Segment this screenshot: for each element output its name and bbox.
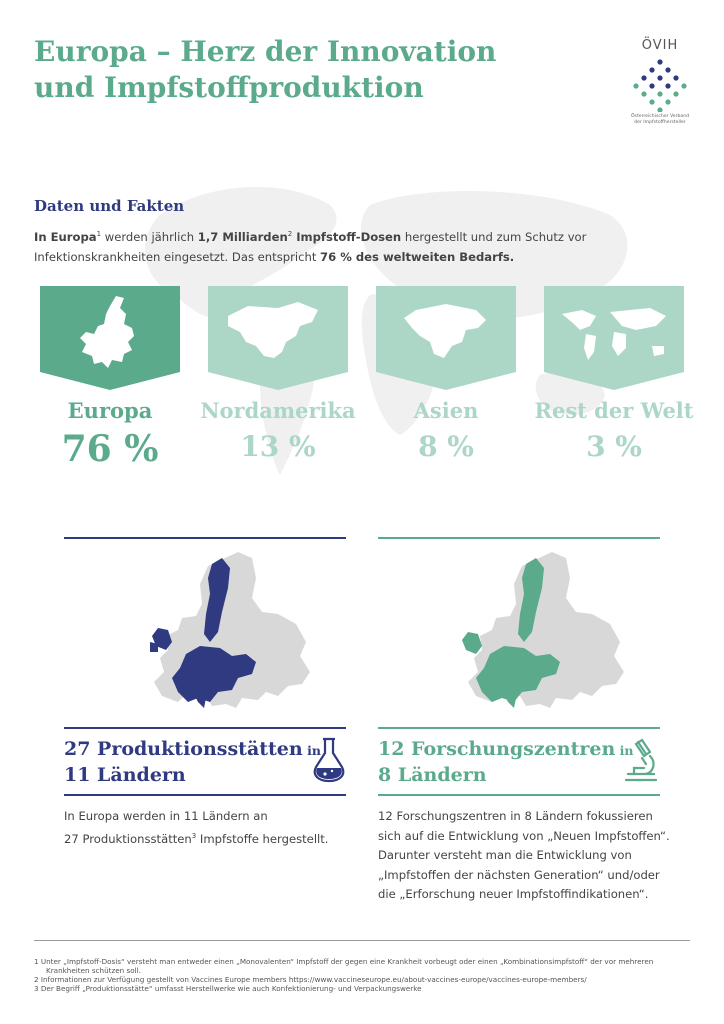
research-text-line-5: die „Erforschung neuer Impfstoffindikationen“. [378,887,649,901]
ovih-logo [620,38,700,128]
research-text-line-3: Darunter versteht man die Entwicklung von [378,848,632,862]
logo-name: ÖVIH [641,38,679,53]
intro-paragraph [34,224,694,267]
research-title-small: in [615,743,634,758]
region-label-europa: Europa [67,398,153,423]
production-text-line-1: In Europa werden in 11 Ländern an [64,809,268,823]
research-text-line-4: „Impfstoffen der nächsten Generation“ und/oder [378,867,660,882]
intro-bold-amount: 1,7 Milliarden [197,229,288,244]
region-percent-europa: 76 % [61,428,159,470]
production-title-main: 27 Produktionsstätten [64,738,303,760]
region-label-nordamerika: Nordamerika [200,398,356,423]
footnotes [34,957,694,993]
research-text-line-2: sich auf die Entwicklung von „Neuen Impfstoffen“. [378,828,670,843]
section-heading: Daten und Fakten [34,197,185,215]
intro-bold-doses: Impfstoff-Dosen [292,229,402,244]
region-percent-nordamerika: 13 % [240,430,316,463]
production-text-line-2 [64,827,344,849]
footnote-ref-3: 3 [191,831,197,840]
region-label-rest-der-welt: Rest der Welt [534,398,694,423]
production-mid-rule [64,727,346,729]
region-card-asien [376,286,516,390]
research-mid-rule [378,727,660,729]
logo-subtitle-line-1: Österreichischer Verband [630,114,690,119]
title-line-1: Europa – Herz der Innovation [34,35,497,68]
footnote-divider [34,940,690,941]
intro-text-2: hergestellt und zum Schutz vor Infektionskrankheiten eingesetzt. Das entspricht [34,229,587,264]
asia-map-icon [376,286,516,390]
research-text-line-1: 12 Forschungszentren in 8 Ländern fokussieren [378,809,653,823]
research-bottom-rule [378,794,660,796]
region-percent-asien: 8 % [418,430,474,463]
intro-text-1: werden jährlich [101,229,198,244]
production-top-rule [64,537,346,539]
production-bottom-rule [64,794,346,796]
research-europe-map [442,550,662,720]
logo-subtitle-line-2: der Impfstoffhersteller [634,120,686,125]
logo-subtitle [620,114,700,126]
world-map-icon [544,286,684,390]
research-top-rule [378,537,660,539]
region-card-nordamerika [208,286,348,390]
footnote-3: 3 Der Begriff „Produktionsstätte“ umfasst Herstellwerke wie auch Konfektionierung- und Verpackungswerke [34,984,422,993]
research-title [378,737,634,788]
intro-bold-share: 76 % des weltweiten Bedarfs. [320,249,515,264]
production-text-line-2b: Impfstoffe hergestellt. [196,831,329,846]
microscope-icon [624,738,658,782]
intro-bold-europa: In Europa [34,229,97,244]
research-text [378,807,678,905]
footnote-ref-1: 1 [96,230,102,238]
production-text [64,807,344,849]
page-title [34,34,554,106]
production-text-line-2a: 27 Produktionsstätten [64,831,192,846]
production-title-small: in [302,743,321,758]
logo-dots-icon [630,56,690,112]
flask-icon [312,737,346,783]
footnote-ref-2: 2 [287,230,293,238]
region-card-rest-der-welt [544,286,684,390]
footnote-2: 2 Informationen zur Verfügung gestellt von Vaccines Europe members https://www.vaccineseurope.eu/about-vaccines-europe/vaccines-europe-members/ [34,975,587,984]
research-title-second-line: 8 Ländern [378,764,487,786]
production-title [64,737,321,788]
region-card-europa [40,286,180,390]
footnote-1: 1 Unter „Impfstoff-Dosis“ versteht man entweder einen „Monovalenten“ Impfstoff der gegen eine Krankheit vorbeugt oder einen „Kombinationsimpfstoff“ der vor mehreren Krankheiten schützen soll. [34,957,654,975]
title-line-2: und Impfstoffproduktion [34,71,424,104]
research-title-main: 12 Forschungszentren [378,738,616,760]
europe-map-icon [40,286,180,390]
production-title-second-line: 11 Ländern [64,764,186,786]
production-europe-map [128,550,348,720]
north-america-map-icon [208,286,348,390]
region-percent-rest-der-welt: 3 % [586,430,642,463]
region-label-asien: Asien [413,398,479,423]
